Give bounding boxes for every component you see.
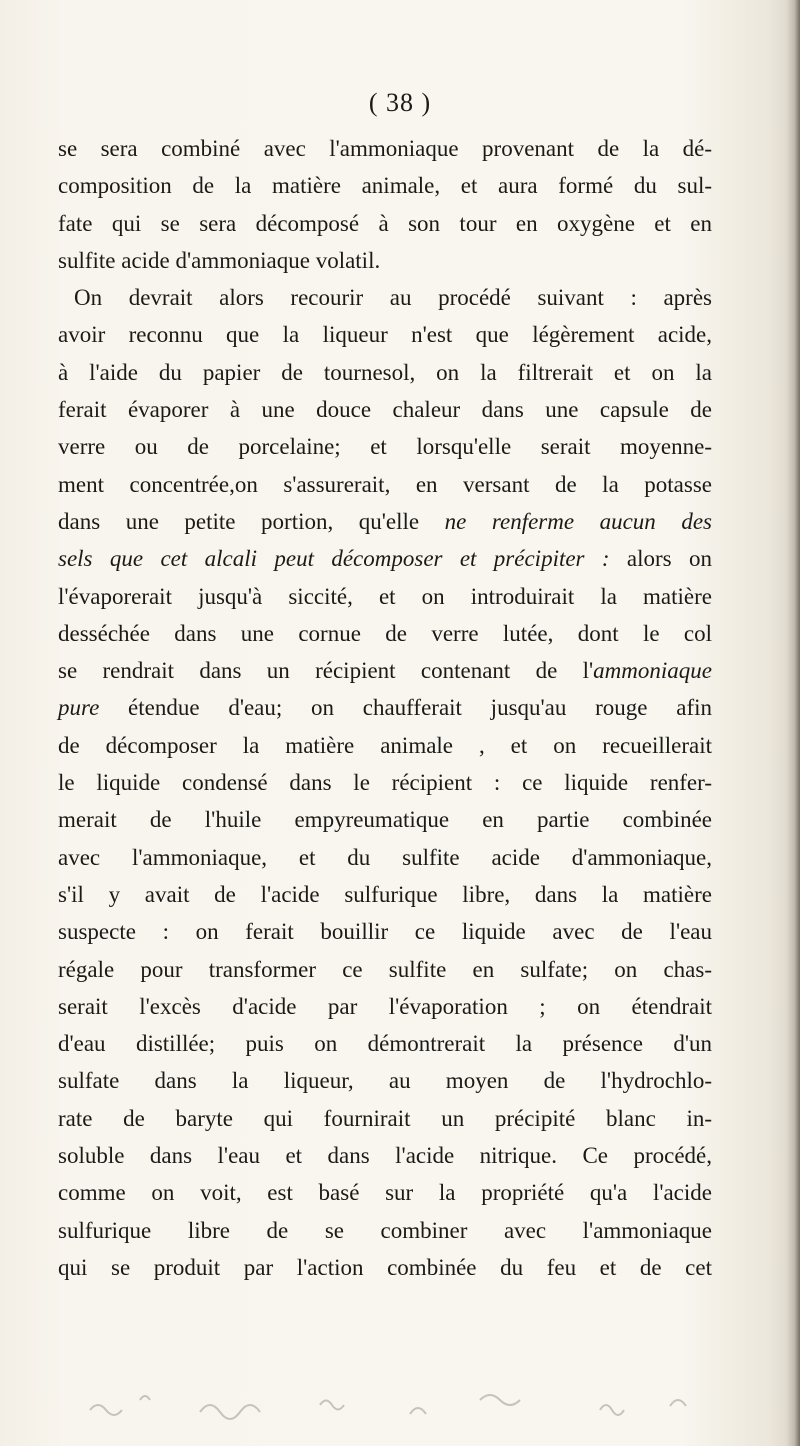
text-line [58,839,712,876]
text-line [58,727,712,764]
text-run: se rendrait dans un récipient contenant de l' [58,658,594,684]
text-run: dans une petite portion, qu'elle [58,508,445,534]
text-line [58,503,712,540]
text-run: suspecte : on ferait bouillir ce liquide avec de l'eau [58,919,712,945]
text-line [58,876,712,913]
page-number: ( 38 ) [368,88,432,117]
text-line [58,1137,712,1174]
text-line [58,1025,712,1062]
text-run: rate de baryte qui fournirait un précipité blanc in- [58,1105,712,1131]
text-line [58,167,712,204]
text-run: s'il y avait de l'acide sulfurique libre, dans la matière [58,881,712,907]
text-line [58,316,712,353]
text-line [58,540,712,577]
text-line [58,354,712,391]
text-run: avoir reconnu que la liqueur n'est que légèrement acide, [58,322,712,348]
text-run: verre ou de porcelaine; et lorsqu'elle serait moyenne- [58,434,712,460]
text-run: qui se produit par l'action combinée du feu et de cet [58,1254,712,1280]
text-run: desséchée dans une cornue de verre lutée, dont le col [58,620,712,646]
text-line [58,466,712,503]
text-run: sulfurique libre de se combiner avec l'ammoniaque [58,1217,712,1243]
text-line [58,1100,712,1137]
text-run: fate qui se sera décomposé à son tour en oxygène et en [58,210,712,236]
text-run: On devrait alors recourir au procédé suivant : après [74,285,712,311]
text-line [58,1062,712,1099]
text-line [58,764,712,801]
italic-text: pure [58,695,100,721]
text-run: ment concentrée,on s'assurerait, en versant de la potasse [58,471,712,497]
text-run: comme on voit, est basé sur la propriété qu'a l'acide [58,1180,712,1206]
text-run: à l'aide du papier de tournesol, on la filtrerait et on la [58,359,712,385]
text-run: merait de l'huile empyreumatique en partie combinée [58,807,712,833]
text-line [58,652,712,689]
text-line [58,279,712,316]
text-line [58,1212,712,1249]
text-line [58,913,712,950]
text-line [58,801,712,838]
text-run: sulfate dans la liqueur, au moyen de l'hydrochlo- [58,1068,712,1094]
text-line [58,428,712,465]
text-run: serait l'excès d'acide par l'évaporation ; on étendrait [58,993,712,1019]
text-run: avec l'ammoniaque, et du sulfite acide d'ammoniaque, [58,844,712,870]
show-through-ink [80,1370,720,1430]
text-line [58,615,712,652]
text-line [58,1249,712,1286]
text-run: régale pour transformer ce sulfite en sulfate; on chas- [58,956,712,982]
italic-text: ne renferme aucun des [444,508,712,534]
text-run: le liquide condensé dans le récipient : ce liquide renfer- [58,770,712,796]
text-line [58,951,712,988]
text-run: soluble dans l'eau et dans l'acide nitrique. Ce procédé, [58,1143,712,1169]
text-run: l'évaporerait jusqu'à siccité, et on introduirait la matière [58,583,712,609]
text-line [58,578,712,615]
text-run: ferait évaporer à une douce chaleur dans une capsule de [58,397,712,423]
text-line [58,1174,712,1211]
italic-text: ammoniaque [593,658,712,684]
text-run: d'eau distillée; puis on démontrerait la présence d'un [58,1031,712,1057]
text-run: sulfite acide d'ammoniaque volatil. [58,247,381,273]
text-run: se sera combiné avec l'ammoniaque provenant de la dé- [58,136,712,161]
text-line [58,391,712,428]
text-run: composition de la matière animale, et aura formé du sul- [58,173,712,199]
italic-text: sels que cet alcali peut décomposer et précipiter : [58,546,610,572]
text-run: alors on [609,546,712,572]
body-text [58,130,712,1286]
text-run: étendue d'eau; on chaufferait jusqu'au rouge afin [99,695,712,721]
text-line [58,689,712,726]
text-line [58,205,712,242]
text-run: de décomposer la matière animale , et on recueillerait [58,732,712,758]
page-edge-shadow [786,0,800,1446]
text-line [58,242,712,279]
text-line [58,988,712,1025]
text-line [58,130,712,167]
